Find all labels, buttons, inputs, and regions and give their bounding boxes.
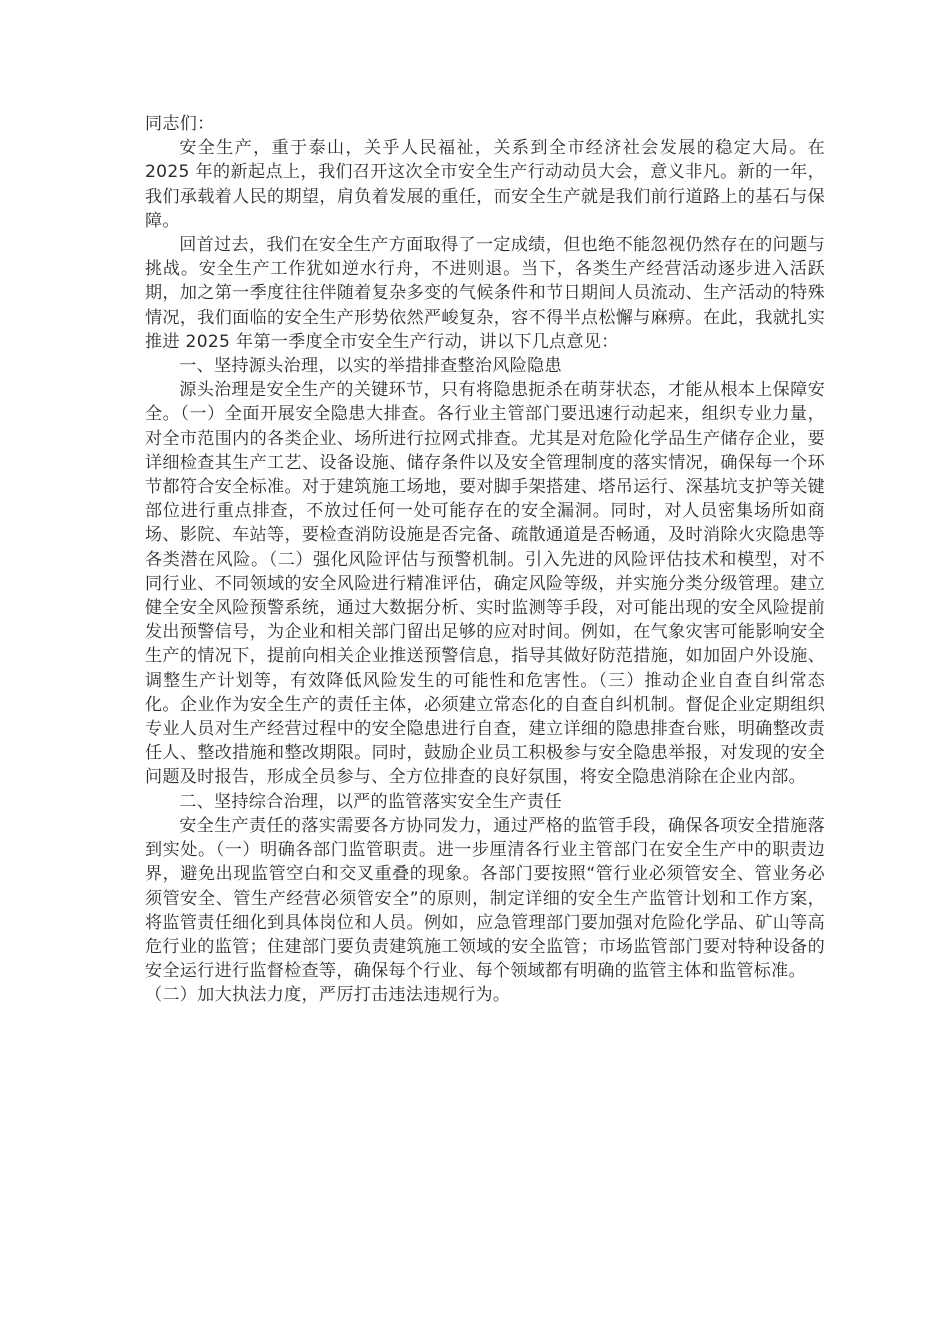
- section-2-body: 安全生产责任的落实需要各方协同发力，通过严格的监管手段，确保各项安全措施落到实处。（一）明确各部门监管职责。进一步厘清各行业主管部门在安全生产中的职责边界，避免出现监管空白和交叉重叠的现象。各部门要按照“管行业必须管安全、管业务必须管安全、管生产经营必须管安全”的原则，制定详细的安全生产监管计划和工作方案，将监管责任细化到具体岗位和人员。例如，应急管理部门要加强对危险化学品、矿山等高危行业的监管；住建部门要负责建筑施工领域的安全监管；市场监管部门要对特种设备的安全运行进行监督检查等，确保每个行业、每个领域都有明确的监管主体和监管标准。: [145, 815, 825, 982]
- intro-paragraph-1: 安全生产，重于泰山，关乎人民福祉，关系到全市经济社会发展的稳定大局。在 2025 年的新起点上，我们召开这次全市安全生产行动动员大会，意义非凡。新的一年，我们承载着人民的期望，肩负着发展的重任，而安全生产就是我们前行道路上的基石与保障。: [145, 138, 825, 231]
- section-1-body: 源头治理是安全生产的关键环节，只有将隐患扼杀在萌芽状态，才能从根本上保障安全。（一）全面开展安全隐患大排查。各行业主管部门要迅速行动起来，组织专业力量，对全市范围内的各类企业、场所进行拉网式排查。尤其是对危险化学品生产储存企业，要详细检查其生产工艺、设备设施、储存条件以及安全管理制度的落实情况，确保每一个环节都符合安全标准。对于建筑施工场地，要对脚手架搭建、塔吊运行、深基坑支护等关键部位进行重点排查，不放过任何一处可能存在的安全漏洞。同时，对人员密集场所如商场、影院、车站等，要检查消防设施是否完备、疏散通道是否畅通，及时消除火灾隐患等各类潜在风险。（二）强化风险评估与预警机制。引入先进的风险评估技术和模型，对不同行业、不同领域的安全风险进行精准评估，确定风险等级，并实施分类分级管理。建立健全安全风险预警系统，通过大数据分析、实时监测等手段，对可能出现的安全风险提前发出预警信号，为企业和相关部门留出足够的应对时间。例如，在气象灾害可能影响安全生产的情况下，提前向相关企业推送预警信息，指导其做好防范措施，如加固户外设施、调整生产计划等，有效降低风险发生的可能性和危害性。（三）推动企业自查自纠常态化。企业作为安全生产的责任主体，必须建立常态化的自查自纠机制。督促企业定期组织专业人员对生产经营过程中的安全隐患进行自查，建立详细的隐患排查台账，明确整改责任人、整改措施和整改期限。同时，鼓励企业员工积极参与安全隐患举报，对发现的安全问题及时报告，形成全员参与、全方位排查的良好氛围，将安全隐患消除在企业内部。: [145, 380, 825, 788]
- section-2-heading: 二、坚持综合治理，以严的监管落实安全生产责任: [179, 791, 562, 812]
- intro-paragraph-2: 回首过去，我们在安全生产方面取得了一定成绩，但也绝不能忽视仍然存在的问题与挑战。安全生产工作犹如逆水行舟，不进则退。当下，各类生产经营活动逐步进入活跃期，加之第一季度往往伴随着复杂多变的气候条件和节日期间人员流动、生产活动的特殊情况，我们面临的安全生产形势依然严峻复杂，容不得半点松懈与麻痹。在此，我就扎实推进 2025 年第一季度全市安全生产行动，讲以下几点意见：: [145, 235, 825, 352]
- document-page: [145, 112, 825, 1008]
- section-1-heading: 一、坚持源头治理，以实的举措排查整治风险隐患: [179, 356, 562, 377]
- salutation: 同志们：: [145, 114, 215, 134]
- section-2-tail: （二）加大执法力度，严厉打击违法违规行为。: [145, 985, 511, 1006]
